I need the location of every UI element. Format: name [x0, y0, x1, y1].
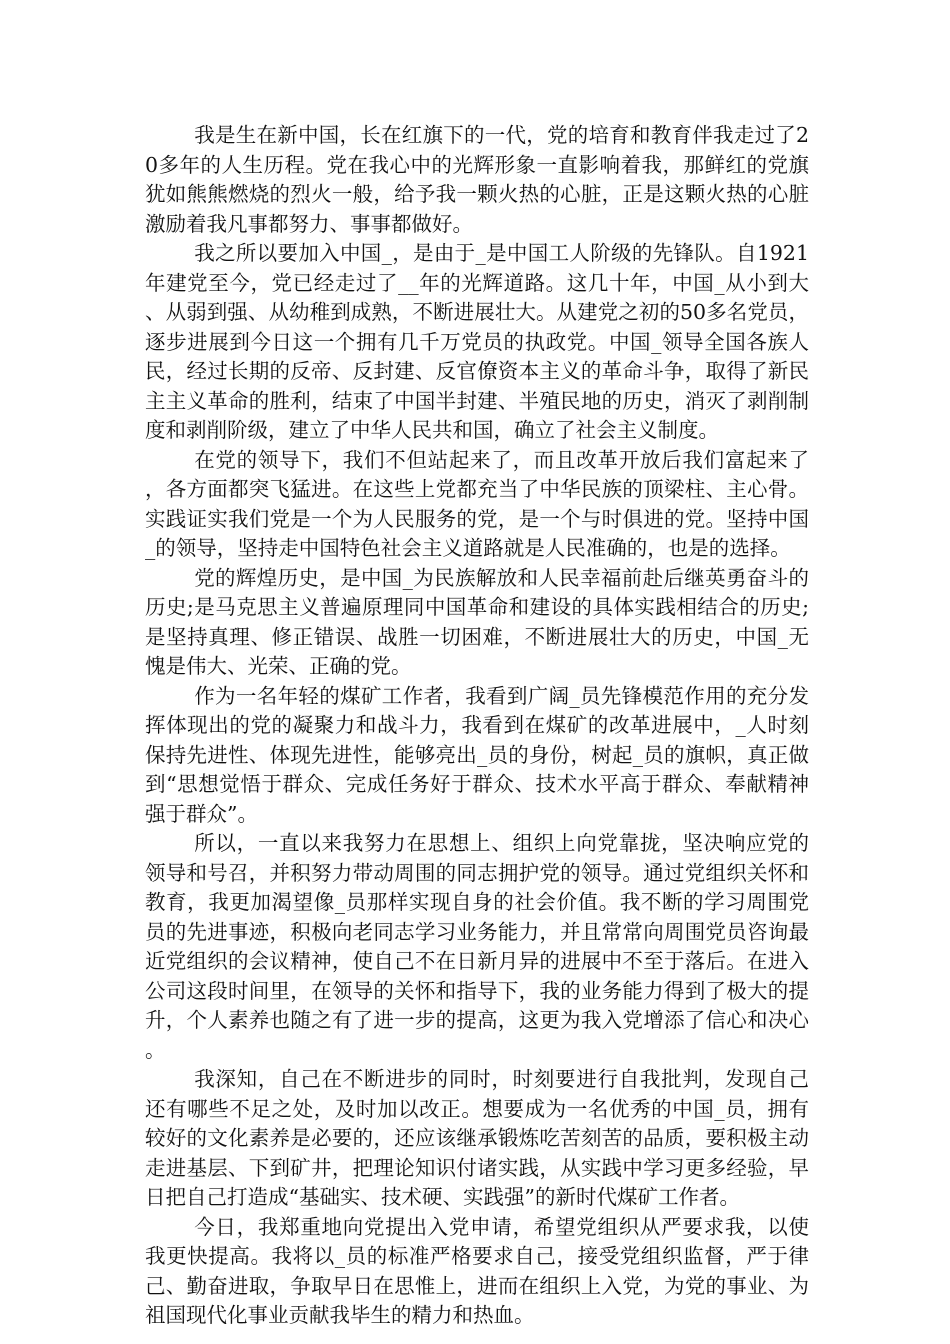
paragraph-4: 党的辉煌历史，是中国_为民族解放和人民幸福前赴后继英勇奋斗的历史;是马克思主义普遍原理同中国革命和建设的具体实践相结合的历史;是坚持真理、修正错误、战胜一切困难，不断进展壮大的历史，中国_无愧是伟大、光荣、正确的党。 [145, 565, 809, 678]
paragraph-6: 所以，一直以来我努力在思想上、组织上向党靠拢，坚决响应党的领导和号召，并积努力带动周围的同志拥护党的领导。通过党组织关怀和教育，我更加渴望像_员那样实现自身的社会价值。我不断的学习周围党员的先进事迹，积极向老同志学习业务能力，并且常常向周围党员咨询最近党组织的会议精神，使自己不在日新月异的进展中不至于落后。在进入公司这段时间里，在领导的关怀和指导下，我的业务能力得到了极大的提升，个人素养也随之有了进一步的提高，这更为我入党增添了信心和决心。 [145, 831, 809, 1062]
paragraph-8: 今日，我郑重地向党提出入党申请，希望党组织从严要求我，以使我更快提高。我将以_员的标准严格要求自己，接受党组织监督，严于律己、勤奋进取，争取早日在思惟上，进而在组织上入党，为党的事业、为祖国现代化事业贡献我毕生的精力和热血。 [145, 1214, 809, 1327]
paragraph-5: 作为一名年轻的煤矿工作者，我看到广阔_员先锋模范作用的充分发挥体现出的党的凝聚力和战斗力，我看到在煤矿的改革进展中，_人时刻保持先进性、体现先进性，能够亮出_员的身份，树起_员的旗帜，真正做到“思想觉悟于群众、完成任务好于群众、技术水平高于群众、奉献精神强于群众”。 [145, 683, 809, 826]
paragraph-2: 我之所以要加入中国_，是由于_是中国工人阶级的先锋队。自1921年建党至今，党已经走过了__年的光辉道路。这几十年，中国_从小到大、从弱到强、从幼稚到成熟，不断进展壮大。从建党之初的50多名党员，逐步进展到今日这一个拥有几千万党员的执政党。中国_领导全国各族人民，经过长期的反帝、反封建、反官僚资本主义的革命斗争，取得了新民主主义革命的胜利，结束了中国半封建、半殖民地的历史，消灭了剥削制度和剥削阶级，建立了中华人民共和国，确立了社会主义制度。 [145, 241, 809, 442]
paragraph-1: 我是生在新中国，长在红旗下的一代，党的培育和教育伴我走过了20多年的人生历程。党在我心中的光辉形象一直影响着我，那鲜红的党旗犹如熊熊燃烧的烈火一般，给予我一颗火热的心脏，正是这颗火热的心脏激励着我凡事都努力、事事都做好。 [145, 123, 809, 236]
paragraph-7: 我深知，自己在不断进步的同时，时刻要进行自我批判，发现自己还有哪些不足之处，及时加以改正。想要成为一名优秀的中国_员，拥有较好的文化素养是必要的，还应该继承锻炼吃苦刻苦的品质，要积极主动走进基层、下到矿井，把理论知识付诸实践，从实践中学习更多经验，早日把自己打造成“基础实、技术硬、实践强”的新时代煤矿工作者。 [145, 1067, 809, 1209]
document-body [145, 121, 809, 1331]
paragraph-3: 在党的领导下，我们不但站起来了，而且改革开放后我们富起来了，各方面都突飞猛进。在这些上党都充当了中华民族的顶梁柱、主心骨。实践证实我们党是一个为人民服务的党，是一个与时俱进的党。坚持中国_的领导，坚持走中国特色社会主义道路就是人民准确的，也是的选择。 [145, 447, 809, 560]
